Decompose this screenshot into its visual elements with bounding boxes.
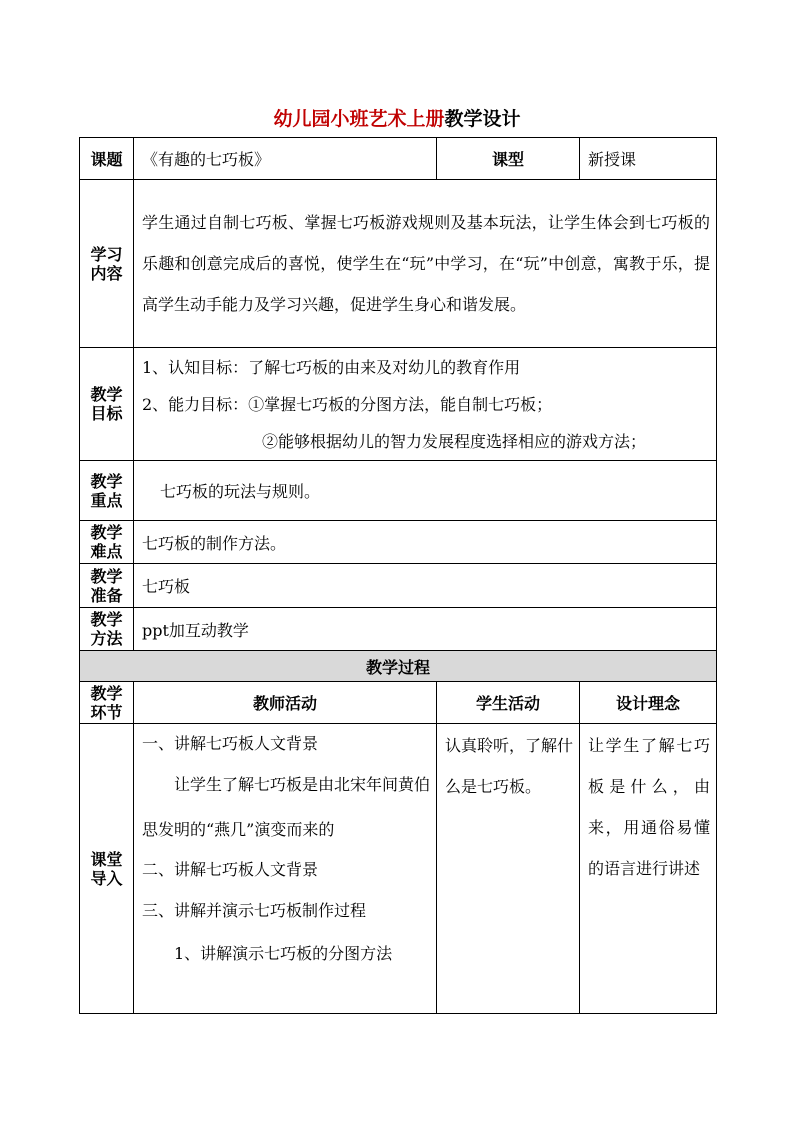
process-header-row bbox=[80, 651, 717, 682]
preparation-text: 七巧板 bbox=[134, 564, 717, 608]
method-label-line1: 教学 bbox=[90, 610, 123, 629]
difficulties-row bbox=[80, 521, 717, 564]
key-points-row bbox=[80, 461, 717, 521]
document-title bbox=[0, 104, 794, 131]
key-points-label-line2: 重点 bbox=[90, 490, 123, 510]
key-points-text: 七巧板的玩法与规则。 bbox=[134, 461, 717, 521]
objective-1: 1、认知目标：了解七巧板的由来及对幼儿的教育作用 bbox=[142, 357, 521, 377]
lesson-plan-table bbox=[79, 137, 717, 1014]
teacher-activity-cell bbox=[134, 724, 437, 1014]
student-activity-cell: 认真聆听，了解什么是七巧板。 bbox=[437, 724, 580, 1014]
title-red-part: 幼儿园小班艺术上册 bbox=[273, 108, 445, 130]
teacher-line-3: 二、讲解七巧板人文背景 bbox=[142, 860, 319, 879]
key-points-label-line1: 教学 bbox=[90, 471, 123, 491]
teacher-line-1: 一、讲解七巧板人文背景 bbox=[142, 734, 319, 753]
stage-intro-line1: 课堂 bbox=[90, 849, 123, 869]
title-black-part: 教学设计 bbox=[444, 108, 521, 130]
content-label bbox=[80, 180, 134, 348]
objectives-row bbox=[80, 348, 717, 461]
stage-intro-label bbox=[80, 724, 134, 1014]
stage-column-header bbox=[80, 682, 134, 724]
topic-label: 课题 bbox=[80, 138, 134, 180]
preparation-row bbox=[80, 564, 717, 608]
design-concept-cell: 让学生了解七巧板是什么，由来，用通俗易懂的语言进行讲述 bbox=[580, 724, 717, 1014]
method-label bbox=[80, 608, 134, 651]
teacher-line-5: 1、讲解演示七巧板的分图方法 bbox=[174, 944, 393, 963]
difficulties-label bbox=[80, 521, 134, 564]
teacher-line-2: 让学生了解七巧板是由北宋年间黄伯思发明的“燕几”演变而来的 bbox=[142, 775, 431, 839]
stage-intro-line2: 导入 bbox=[90, 868, 123, 888]
key-points-label bbox=[80, 461, 134, 521]
preparation-label-line2: 准备 bbox=[90, 585, 123, 605]
stage-column-line2: 环节 bbox=[90, 702, 123, 722]
content-text: 学生通过自制七巧板、掌握七巧板游戏规则及基本玩法，让学生体会到七巧板的乐趣和创意完成后的喜悦，使学生在“玩”中学习，在“玩”中创意，寓教于乐，提高学生动手能力及学习兴趣，促进学生身心和谐发展。 bbox=[134, 180, 717, 348]
design-column-header: 设计理念 bbox=[580, 682, 717, 724]
process-row-intro bbox=[80, 724, 717, 1014]
objectives-label-line1: 教学 bbox=[90, 385, 123, 404]
student-column-header: 学生活动 bbox=[437, 682, 580, 724]
method-text: ppt加互动教学 bbox=[134, 608, 717, 651]
objectives-label bbox=[80, 348, 134, 461]
type-label: 课型 bbox=[437, 138, 580, 180]
method-row bbox=[80, 608, 717, 651]
type-value: 新授课 bbox=[580, 138, 717, 180]
difficulties-label-line2: 难点 bbox=[90, 542, 123, 561]
difficulties-label-line1: 教学 bbox=[90, 523, 123, 542]
teacher-column-header: 教师活动 bbox=[134, 682, 437, 724]
stage-column-line1: 教学 bbox=[90, 683, 123, 703]
content-label-line1: 学习 bbox=[90, 244, 123, 264]
process-header: 教学过程 bbox=[80, 651, 717, 682]
objective-3: ②能够根据幼儿的智力发展程度选择相应的游戏方法； bbox=[262, 431, 647, 451]
difficulties-text: 七巧板的制作方法。 bbox=[134, 521, 717, 564]
objectives-label-line2: 目标 bbox=[90, 404, 123, 423]
topic-value: 《有趣的七巧板》 bbox=[134, 138, 437, 180]
teacher-line-4: 三、讲解并演示七巧板制作过程 bbox=[142, 901, 367, 920]
preparation-label-line1: 教学 bbox=[90, 566, 123, 586]
objectives-cell bbox=[134, 348, 717, 461]
preparation-label bbox=[80, 564, 134, 608]
topic-row bbox=[80, 138, 717, 180]
content-label-line2: 内容 bbox=[90, 263, 123, 283]
content-row bbox=[80, 180, 717, 348]
process-columns-row bbox=[80, 682, 717, 724]
method-label-line2: 方法 bbox=[90, 629, 123, 648]
objective-2: 2、能力目标：①掌握七巧板的分图方法，能自制七巧板； bbox=[142, 394, 553, 414]
